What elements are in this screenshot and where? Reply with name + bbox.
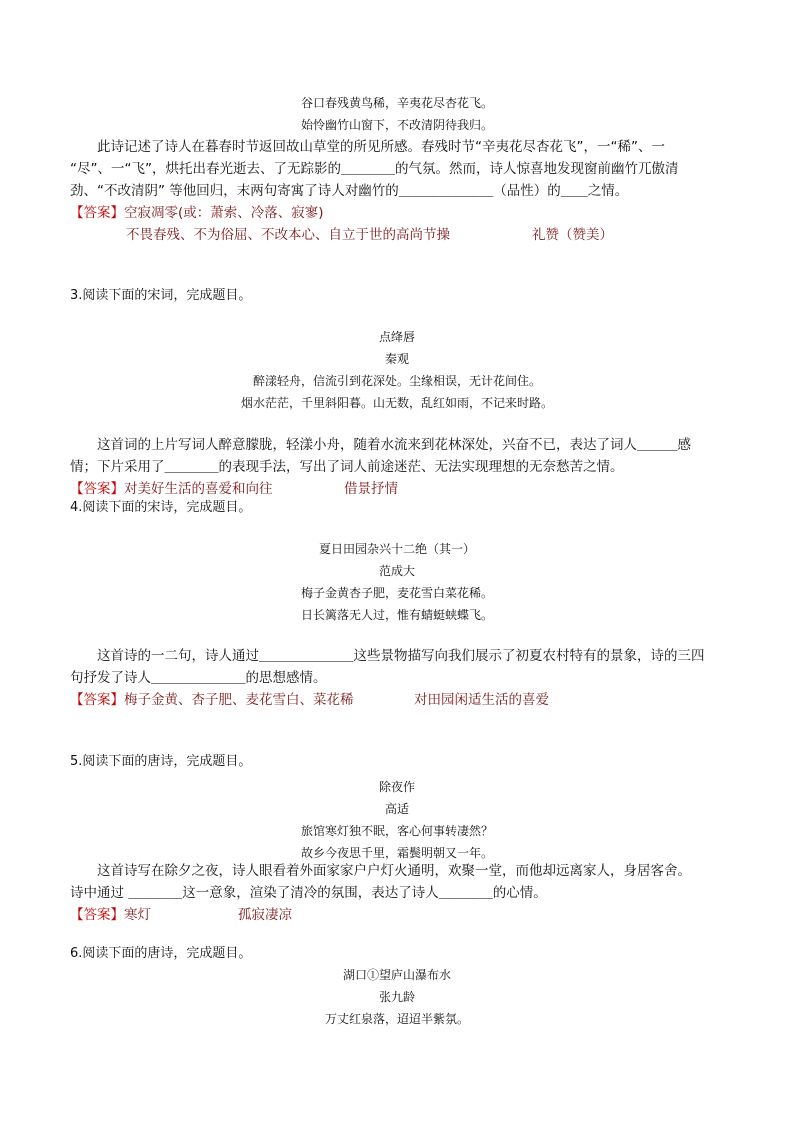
poem-line: 烟水茫茫，千里斜阳暮。山无数，乱红如雨，不记来时路。: [240, 396, 553, 410]
analysis-line: 这首诗写在除夕之夜，诗人眼看着外面家家户户灯火通明，欢聚一堂，而他却远离家人，身居客舍。: [97, 863, 691, 879]
analysis-line: 劲、“不改清阴” 等他回归，末两句寄寓了诗人对幽竹的＿＿＿＿＿＿＿（品性）的＿＿之情。: [70, 183, 629, 199]
answer-tag: 【答案】: [70, 481, 124, 497]
answer-tag: 【答案】: [70, 692, 124, 708]
answer-text: 空寂凋零(或：萧索、冷落、寂寥): [124, 205, 324, 221]
poem-line: 梅子金黄杏子肥，麦花雪白菜花稀。: [300, 586, 493, 600]
poem-title: 夏日田园杂兴十二绝（其一）: [318, 542, 475, 556]
answer-row: [70, 689, 736, 711]
poem-line: 万丈红泉落，迢迢半紫氛。: [324, 1012, 469, 1026]
analysis-line: 句抒发了诗人＿＿＿＿＿＿＿的思想感情。: [70, 670, 327, 686]
analysis-line: 这首诗的一二句，诗人通过＿＿＿＿＿＿＿这些景物描写向我们展示了初夏农村特有的景象，诗的三四: [97, 648, 705, 664]
answer-text: 不畏春残、不为俗屈、不改本心、自立于世的高尚节操: [126, 227, 450, 243]
answer-text: 借景抒情: [344, 481, 398, 497]
poem-author: 秦观: [384, 352, 409, 366]
poem-block-6: [0, 964, 794, 1030]
analysis-line: 这首词的上片写词人醉意朦胧，轻漾小舟，随着水流来到花林深处，兴奋不已，表达了词人＿＿＿感: [97, 437, 691, 453]
answer-text: 对田园闲适生活的喜爱: [414, 692, 549, 708]
answer-row-2: [126, 224, 726, 246]
poem-author: 高适: [384, 802, 409, 816]
poem-lines-1: [0, 92, 794, 136]
poem-author: 张九龄: [378, 990, 415, 1004]
poem-title: 湖口①望庐山瀑布水: [342, 968, 451, 982]
answer-row: [70, 478, 736, 500]
question-heading: 6.阅读下面的唐诗，完成题目。: [70, 946, 252, 961]
poem-line: 旅馆寒灯独不眠，客心何事转凄然？: [300, 824, 493, 838]
answer-text: 寒灯: [124, 907, 151, 923]
poem-line: 醉漾轻舟，信流引到花深处。尘缘相误，无计花间住。: [252, 374, 541, 388]
analysis-line: “尽”、一“飞”，烘托出春光逝去、了无踪影的＿＿＿＿的气氛。然而，诗人惊喜地发现窗前幽竹兀傲清: [70, 161, 679, 177]
question-heading: 3.阅读下面的宋词，完成题目。: [70, 288, 252, 303]
answer-row: [70, 904, 736, 926]
answer-text: 对美好生活的喜爱和向往: [124, 481, 273, 497]
poem-author: 范成大: [378, 564, 415, 578]
poem-block-5: [0, 776, 794, 864]
analysis-line: 此诗记述了诗人在暮春时节返回故山草堂的所见所感。春残时节“辛夷花尽杏花飞”，一“稀”、一: [97, 139, 665, 155]
answer-text: 梅子金黄、杏子肥、麦花雪白、菜花稀: [124, 692, 354, 708]
poem-title: 点绛唇: [378, 330, 415, 344]
question-heading: 4.阅读下面的宋诗，完成题目。: [70, 500, 252, 515]
poem-line: 谷口春残黄鸟稀，辛夷花尽杏花飞。: [300, 96, 493, 110]
poem-line: 日长篱落无人过，惟有蜻蜓蛱蝶飞。: [300, 608, 493, 622]
answer-tag: 【答案】: [70, 205, 124, 221]
answer-tag: 【答案】: [70, 907, 124, 923]
analysis-line: 情；下片采用了＿＿＿＿的表现手法，写出了词人前途迷茫、无法实现理想的无奈愁苦之情。: [70, 459, 624, 475]
poem-line: 始怜幽竹山窗下，不改清阴待我归。: [300, 118, 493, 132]
poem-title: 除夜作: [378, 780, 415, 794]
answer-text: 礼赞（赞美）: [532, 227, 613, 243]
analysis-line: 诗中通过 ＿＿＿＿这一意象，渲染了清冷的氛围，表达了诗人＿＿＿＿的心情。: [70, 885, 547, 901]
answer-row: [70, 202, 736, 224]
poem-block-4: [0, 538, 794, 626]
poem-line: 故乡今夜思千里，霜鬓明朝又一年。: [300, 846, 493, 860]
answer-text: 孤寂凄凉: [238, 907, 292, 923]
poem-block-3: [0, 326, 794, 414]
question-heading: 5.阅读下面的唐诗，完成题目。: [70, 754, 252, 769]
